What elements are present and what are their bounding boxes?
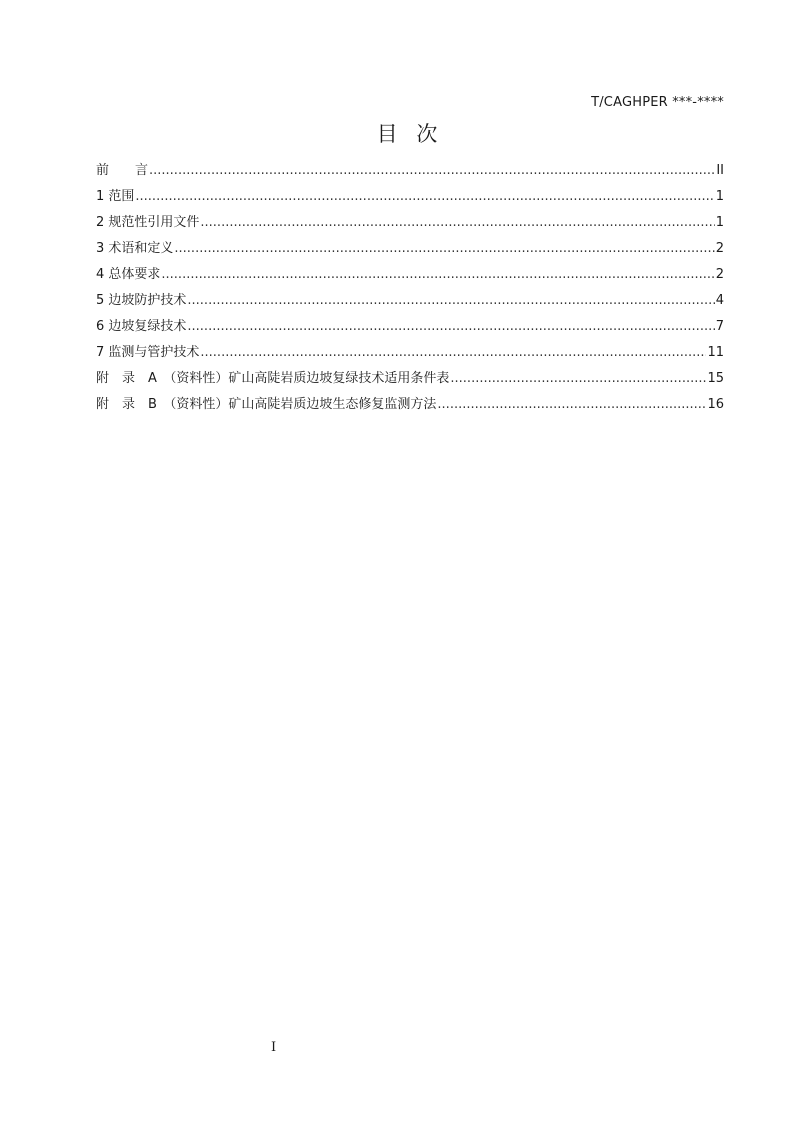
toc-entry-page: 4 bbox=[715, 293, 724, 308]
toc-entry-slope-regreening[interactable] bbox=[96, 315, 724, 341]
dot-leader bbox=[135, 189, 714, 204]
toc-entry-appendix-a[interactable] bbox=[96, 367, 724, 393]
toc-entry-page: 11 bbox=[707, 345, 724, 360]
toc-entry-label: 7 监测与管护技术 bbox=[96, 345, 200, 360]
toc-entry-appendix-b[interactable] bbox=[96, 393, 724, 419]
toc-entry-slope-protection[interactable] bbox=[96, 289, 724, 315]
toc-entry-label: 3 术语和定义 bbox=[96, 241, 174, 256]
toc-entry-foreword[interactable] bbox=[96, 159, 724, 185]
toc-entry-page: II bbox=[716, 163, 724, 178]
dot-leader bbox=[200, 345, 706, 360]
dot-leader bbox=[161, 267, 714, 282]
standard-code: T/CAGHPER ***-**** bbox=[591, 95, 724, 110]
toc-entry-page: 2 bbox=[715, 241, 724, 256]
toc-entry-label: 6 边坡复绿技术 bbox=[96, 319, 187, 334]
toc-entry-label: 5 边坡防护技术 bbox=[96, 293, 187, 308]
dot-leader bbox=[450, 371, 706, 386]
toc-entry-normative-references[interactable] bbox=[96, 211, 724, 237]
toc-entry-page: 16 bbox=[707, 397, 724, 412]
dot-leader bbox=[174, 241, 714, 256]
toc-entry-page: 1 bbox=[715, 215, 724, 230]
toc-entry-label: 附 录 B （资料性）矿山高陡岩质边坡生态修复监测方法 bbox=[96, 397, 437, 412]
toc-entry-monitoring-maintenance[interactable] bbox=[96, 341, 724, 367]
toc-entry-label: 2 规范性引用文件 bbox=[96, 215, 200, 230]
dot-leader bbox=[149, 163, 715, 178]
toc-entry-label: 前 言 bbox=[96, 163, 149, 178]
toc-entry-label: 4 总体要求 bbox=[96, 267, 161, 282]
toc-entry-label: 附 录 A （资料性）矿山高陡岩质边坡复绿技术适用条件表 bbox=[96, 371, 450, 386]
page-number: I bbox=[271, 1040, 277, 1055]
dot-leader bbox=[437, 397, 706, 412]
dot-leader bbox=[200, 215, 714, 230]
toc-entry-page: 1 bbox=[715, 189, 724, 204]
toc-entry-page: 15 bbox=[707, 371, 724, 386]
toc-entry-page: 7 bbox=[715, 319, 724, 334]
toc-entry-general-requirements[interactable] bbox=[96, 263, 724, 289]
toc-entry-page: 2 bbox=[715, 267, 724, 282]
toc-list bbox=[96, 159, 724, 419]
toc-entry-scope[interactable] bbox=[96, 185, 724, 211]
dot-leader bbox=[187, 293, 714, 308]
toc-title: 目 次 bbox=[376, 122, 444, 146]
toc-entry-terms-definitions[interactable] bbox=[96, 237, 724, 263]
dot-leader bbox=[187, 319, 714, 334]
toc-entry-label: 1 范围 bbox=[96, 189, 135, 204]
